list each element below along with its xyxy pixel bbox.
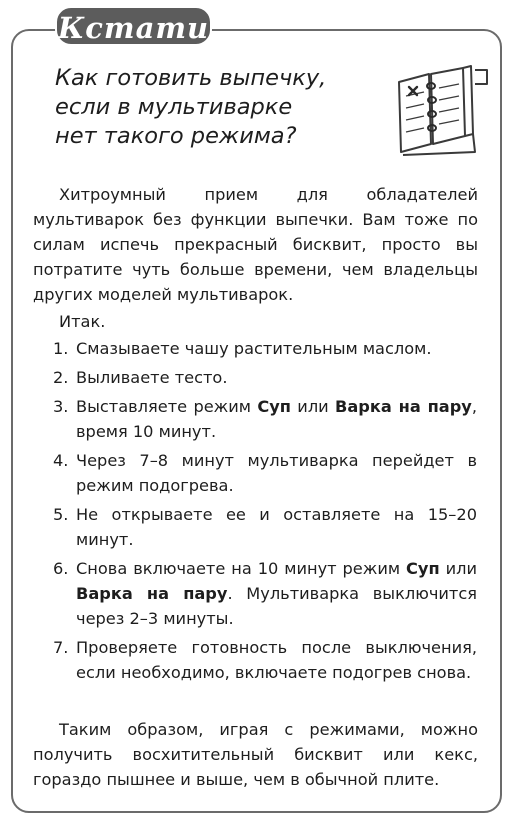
step-number: 2. [53, 368, 69, 387]
step-text: Выставляете режим Суп или Варка на пару, время 10 минут. [76, 397, 477, 441]
planner-notebook-icon [391, 62, 491, 157]
step-number: 4. [53, 451, 69, 470]
step-number: 5. [53, 505, 69, 524]
list-item [53, 556, 477, 631]
step-text: Снова включаете на 10 минут режим Суп или Варка на пару. Мультиварка выключится через 2–3 минуты. [76, 559, 477, 628]
step-number: 1. [53, 339, 69, 358]
intro-paragraph: Хитроумный прием для обладателей мультиварок без функции выпечки. Вам тоже по силам испечь прекрасный бисквит, просто вы потратите чуть больше времени, чем владельцы других моделей мультиварок. [33, 185, 478, 304]
title-line-1: Как готовить выпечку, [55, 65, 327, 91]
list-item [53, 502, 477, 552]
list-item [53, 448, 477, 498]
section-tag: Кстати [55, 6, 212, 46]
list-item [53, 635, 477, 685]
list-item [53, 365, 477, 390]
outro-paragraph: Таким образом, играя с режимами, можно получить восхитительный бисквит или кекс, гораздо пышнее и выше, чем в обычной плите. [33, 720, 478, 789]
list-item [53, 336, 477, 361]
step-number: 7. [53, 638, 69, 657]
step-text: Не открываете ее и оставляете на 15–20 минут. [76, 505, 477, 549]
title-line-2: если в мультиварке [55, 94, 293, 120]
box-title [55, 64, 385, 151]
step-text: Через 7–8 минут мультиварка перейдет в режим подогрева. [76, 451, 477, 495]
itak-label: Итак. [59, 312, 106, 331]
steps-list [53, 336, 477, 689]
list-item [53, 394, 477, 444]
step-number: 3. [53, 397, 69, 416]
title-line-3: нет такого режима? [55, 123, 297, 149]
step-text: Выливаете тесто. [76, 368, 228, 387]
step-text: Смазываете чашу растительным маслом. [76, 339, 432, 358]
step-number: 6. [53, 559, 69, 578]
step-text: Проверяете готовность после выключения, если необходимо, включаете подогрев снова. [76, 638, 477, 682]
